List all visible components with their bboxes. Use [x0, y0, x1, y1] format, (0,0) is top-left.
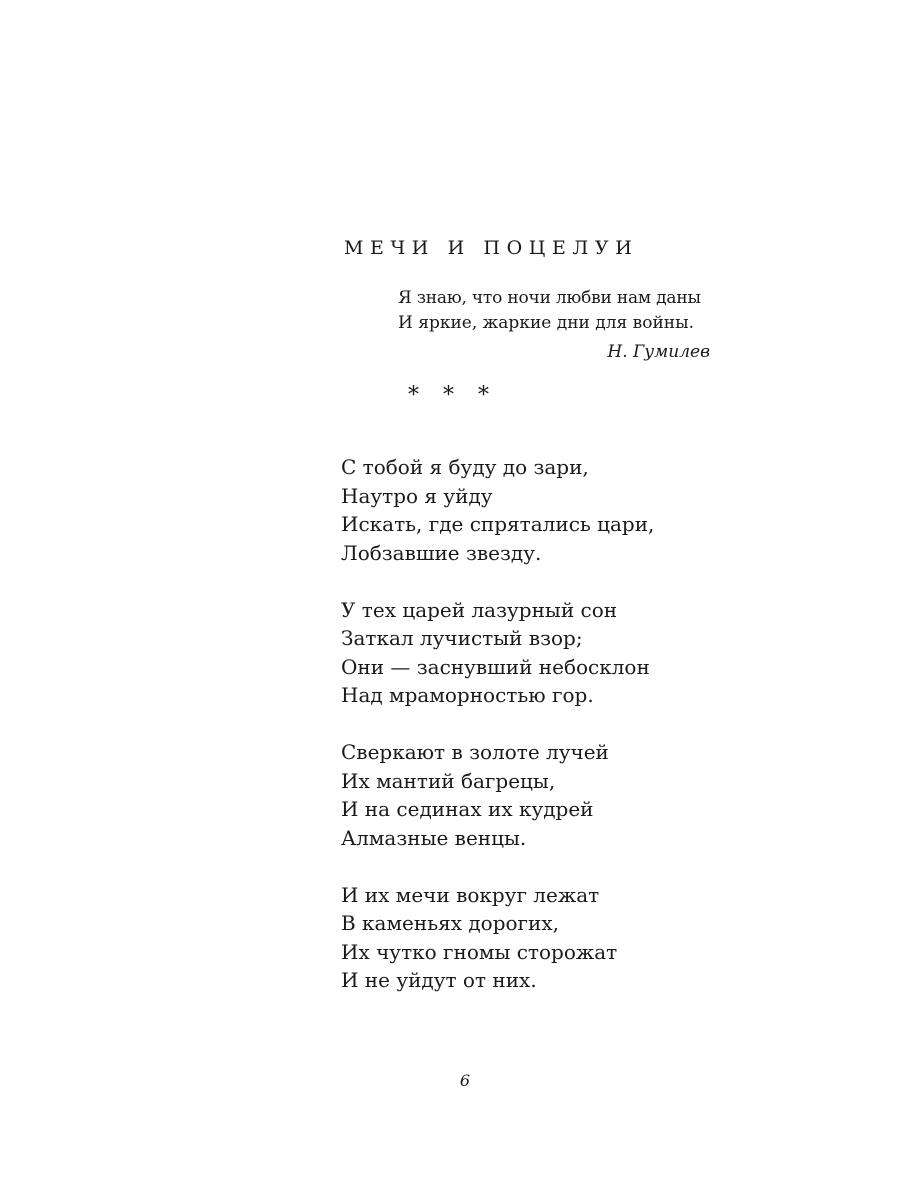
verse-line: Они — заснувший небосклон [341, 654, 650, 679]
stanza [341, 453, 761, 567]
asterism-separator: *** [408, 383, 513, 408]
verse-line: Их мантий багрецы, [341, 768, 556, 793]
verse-line: Сверкают в золоте лучей [341, 740, 609, 764]
verse-line: И их мечи вокруг лежат [341, 882, 600, 907]
verse-line: У тех царей лазурный сон [341, 597, 618, 622]
verse-line: Над мраморностью гор. [341, 683, 594, 707]
verse-line: Их чутко гномы сторожат [341, 939, 618, 964]
verse-line: Наутро я уйду [341, 483, 493, 508]
stanza [341, 881, 761, 995]
verse-line: И не уйдут от них. [341, 968, 537, 992]
epigraph [398, 286, 710, 365]
verse-line: И на сединах их кудрей [341, 797, 594, 821]
poem-body [341, 453, 761, 1023]
poem-title: МЕЧИ И ПОЦЕЛУИ [344, 237, 639, 259]
verse-line: Искать, где спрятались цари, [341, 512, 655, 536]
verse-line: С тобой я буду до зари, [341, 455, 589, 479]
verse-line: Алмазные венцы. [341, 825, 527, 850]
stanza [341, 738, 761, 852]
verse-line: В каменьях дорогих, [341, 911, 559, 935]
epigraph-line: И яркие, жаркие дни для войны. [398, 313, 695, 333]
stanza [341, 596, 761, 710]
epigraph-line: Я знаю, что ночи любви нам даны [398, 288, 701, 308]
verse-line: Заткал лучистый взор; [341, 626, 583, 650]
verse-line: Лобзавшие звезду. [341, 540, 542, 565]
epigraph-author: Н. Гумилев [607, 342, 710, 362]
page-number: 6 [459, 1071, 471, 1090]
